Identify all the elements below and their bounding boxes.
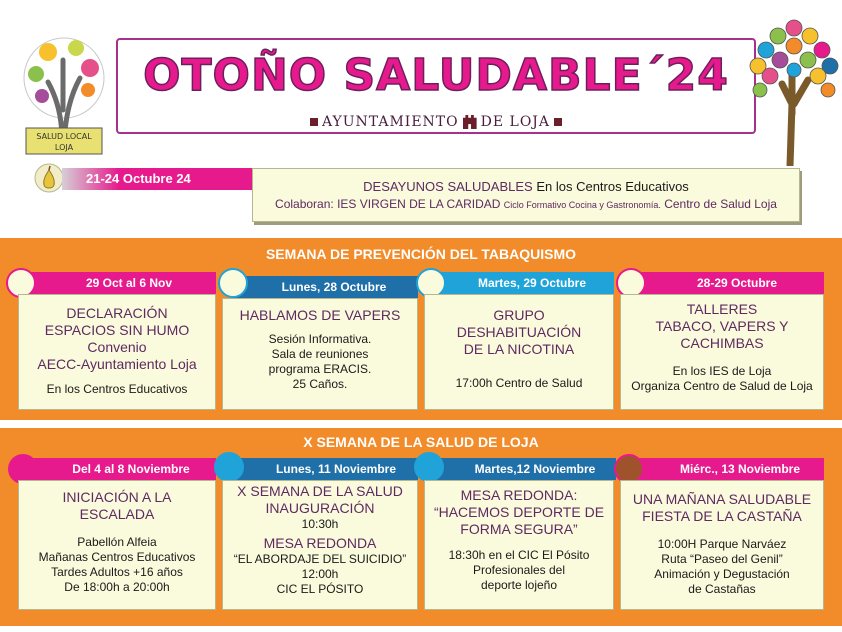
ayuntamiento-label <box>118 114 754 130</box>
card-title: TALLERES <box>686 301 758 317</box>
card-date: 28-29 Octubre <box>632 272 824 294</box>
card-text: 17:00h Centro de Salud <box>455 376 583 390</box>
card-title: TABACO, VAPERS Y <box>655 318 789 334</box>
card-text: 18:30h en el CIC El Pósito <box>448 548 590 562</box>
section-title: X SEMANA DE LA SALUD DE LOJA <box>303 434 539 450</box>
card <box>620 480 824 610</box>
card-text: Sesión Informativa. <box>268 332 372 346</box>
card <box>18 480 216 610</box>
card-text: de Castañas <box>688 582 756 596</box>
conference-icon <box>214 452 244 482</box>
card-title: AECC-Ayuntamiento Loja <box>37 356 197 372</box>
card-title: DE LA NICOTINA <box>463 341 575 357</box>
card-title: MESA REDONDA: <box>460 487 578 503</box>
card <box>424 294 614 410</box>
card-text: 12:00h <box>301 567 339 581</box>
collab-suffix: Centro de Salud Loja <box>664 197 777 211</box>
desayunos-box <box>252 168 800 222</box>
card-text: Organiza Centro de Salud de Loja <box>631 379 813 393</box>
card-title: ESCALADA <box>79 506 155 522</box>
card-text: Sala de reuniones <box>271 347 369 361</box>
desayunos-title: DESAYUNOS SALUDABLES <box>363 179 533 194</box>
card-text: programa ERACIS. <box>268 362 372 376</box>
salud-local-logo <box>18 30 110 158</box>
conference-icon <box>414 452 444 482</box>
collab-prefix: Colaboran: IES VIRGEN DE LA CARIDAD <box>275 197 501 211</box>
card-title: HABLAMOS DE VAPERS <box>239 307 401 323</box>
card <box>424 480 614 610</box>
card-text: CIC EL PÓSITO <box>276 582 364 596</box>
square-icon <box>554 118 562 126</box>
card-title: CACHIMBAS <box>680 335 764 351</box>
card-text: 10:30h <box>301 517 339 531</box>
card-title: “HACEMOS DEPORTE DE <box>433 504 605 520</box>
card-title: DESHABITUACIÓN <box>456 324 582 340</box>
castle-icon <box>463 115 477 129</box>
decorative-tree <box>746 14 842 166</box>
card-date: Lunes, 11 Noviembre <box>232 458 418 480</box>
card-text: Ruta “Paseo del Genil” <box>661 552 783 566</box>
card-title: FORMA SEGURA” <box>460 521 578 537</box>
card-date: Martes,12 Noviembre <box>432 458 616 480</box>
card-date: Del 4 al 8 Noviembre <box>24 458 216 480</box>
square-icon <box>310 118 318 126</box>
card-text: “EL ABORDAJE DEL SUICIDIO” <box>233 552 407 566</box>
card-text: deporte lojeño <box>480 578 558 592</box>
no-vaping-icon <box>218 268 248 298</box>
card-title: INAUGURACIÓN <box>265 500 375 516</box>
card-text: Tardes Adultos +16 años <box>51 565 183 579</box>
card-title: ESPACIOS SIN HUMO <box>44 322 190 338</box>
desayunos-date: 21-24 Octubre 24 <box>62 168 252 190</box>
collab-small: Ciclo Formativo Cocina y Gastronomía. <box>503 200 661 210</box>
card <box>620 294 824 410</box>
desayunos-collab-line <box>253 197 799 211</box>
card <box>18 294 216 410</box>
card-text: 10:00H Parque Narváez <box>657 537 787 551</box>
card-title: DECLARACIÓN <box>66 305 168 321</box>
card-text: Animación y Degustación <box>654 567 790 581</box>
card-title: GRUPO <box>493 307 545 323</box>
card-title: INICIACIÓN A LA <box>62 489 172 505</box>
card-date: 29 Oct al 6 Nov <box>20 272 216 294</box>
title-box <box>116 38 756 134</box>
card-date: Lunes, 28 Octubre <box>232 276 418 298</box>
card-title: Convenio <box>87 339 147 355</box>
card-text: Pabellón Alfeia <box>77 535 157 549</box>
card-date: Miérc., 13 Noviembre <box>632 458 824 480</box>
card-text: Profesionales del <box>472 563 566 577</box>
desayunos-title-line <box>253 179 799 194</box>
card-date: Martes, 29 Octubre <box>432 272 614 294</box>
card-title: FIESTA DE LA CASTAÑA <box>642 508 802 524</box>
card <box>222 298 418 410</box>
card-text: Mañanas Centros Educativos <box>38 550 196 564</box>
card-text: 25 Caños. <box>292 377 348 391</box>
card-title: X SEMANA DE LA SALUD <box>237 483 403 499</box>
pear-icon <box>34 162 64 194</box>
page-title: OTOÑO SALUDABLE´24 <box>143 50 729 101</box>
logo-text-2: LOJA <box>54 143 74 152</box>
card-text: En los Centros Educativos <box>46 382 188 396</box>
section-title: SEMANA DE PREVENCIÓN DEL TABAQUISMO <box>265 246 577 262</box>
desayunos-title-suffix: En los Centros Educativos <box>536 179 689 194</box>
ayto-right: DE LOJA <box>480 114 551 130</box>
ayto-left: AYUNTAMIENTO <box>321 114 459 130</box>
card-text: En los IES de Loja <box>672 364 772 378</box>
card <box>222 480 418 610</box>
card-title: UNA MAÑANA SALUDABLE <box>632 491 812 507</box>
card-title: MESA REDONDA <box>263 535 377 551</box>
card-text: De 18:00h a 20:00h <box>64 580 170 594</box>
logo-text-1: SALUD LOCAL <box>36 132 92 141</box>
